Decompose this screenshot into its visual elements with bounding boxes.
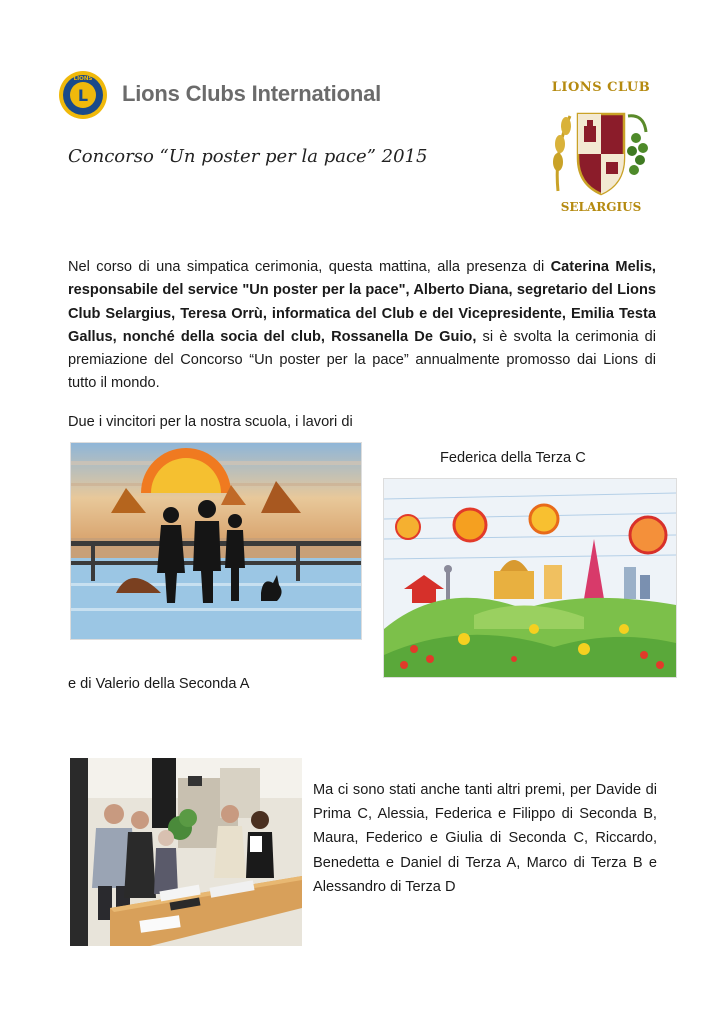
intro-paragraph bbox=[68, 256, 656, 396]
lions-club-selargius-logo bbox=[542, 80, 660, 220]
lions-emblem-icon bbox=[58, 70, 108, 120]
lions-international-logo bbox=[58, 70, 388, 120]
svg-text:L: L bbox=[77, 86, 89, 105]
emblem-lettering: LIONS bbox=[73, 76, 93, 82]
ceremony-photo bbox=[70, 758, 302, 946]
federica-caption: Federica della Terza C bbox=[440, 450, 586, 466]
poster-federica-image bbox=[383, 478, 677, 678]
prizes-paragraph: Ma ci sono stati anche tanti altri premi, per Davide di Prima C, Alessia, Federica e Filippo di Seconda B, Maura, Federico e Giulia di Seconda C, Riccardo, Benedetta e Daniel di Terza A, Marco di Terza B e Alessandro di Terza D bbox=[313, 782, 657, 895]
org-name: Lions Clubs International bbox=[122, 81, 382, 106]
intro-guests-bold: Caterina Melis, responsabile del service "Un poster per la pace", Alberto Diana, segretario del Lions Club Selargius, Teresa Orrù, informatica del Club e deI Vicepresidente, Emilia Testa Gallus, nonché della socia del club, Rossanella De Guio, bbox=[68, 259, 656, 345]
valerio-caption: e di Valerio della Seconda A bbox=[68, 676, 250, 692]
poster-valerio-image bbox=[70, 442, 362, 640]
intro-text-2: si è svolta la cerimonia di premiazione del Concorso “Un poster per la pace” annualmente promosso dai Lions di tutto il mondo. bbox=[68, 328, 656, 392]
page-title: Concorso “Un poster per la pace” 2015 bbox=[68, 146, 428, 167]
intro-text-1: Nel corso di una simpatica cerimonia, questa mattina, alla presenza di bbox=[68, 259, 551, 275]
winners-intro: Due i vincitori per la nostra scuola, i lavori di bbox=[68, 414, 353, 430]
club-crest-icon bbox=[548, 96, 654, 200]
club-name-bottom: SELARGIUS bbox=[560, 200, 642, 214]
club-name-top: LIONS CLUB bbox=[551, 80, 651, 95]
